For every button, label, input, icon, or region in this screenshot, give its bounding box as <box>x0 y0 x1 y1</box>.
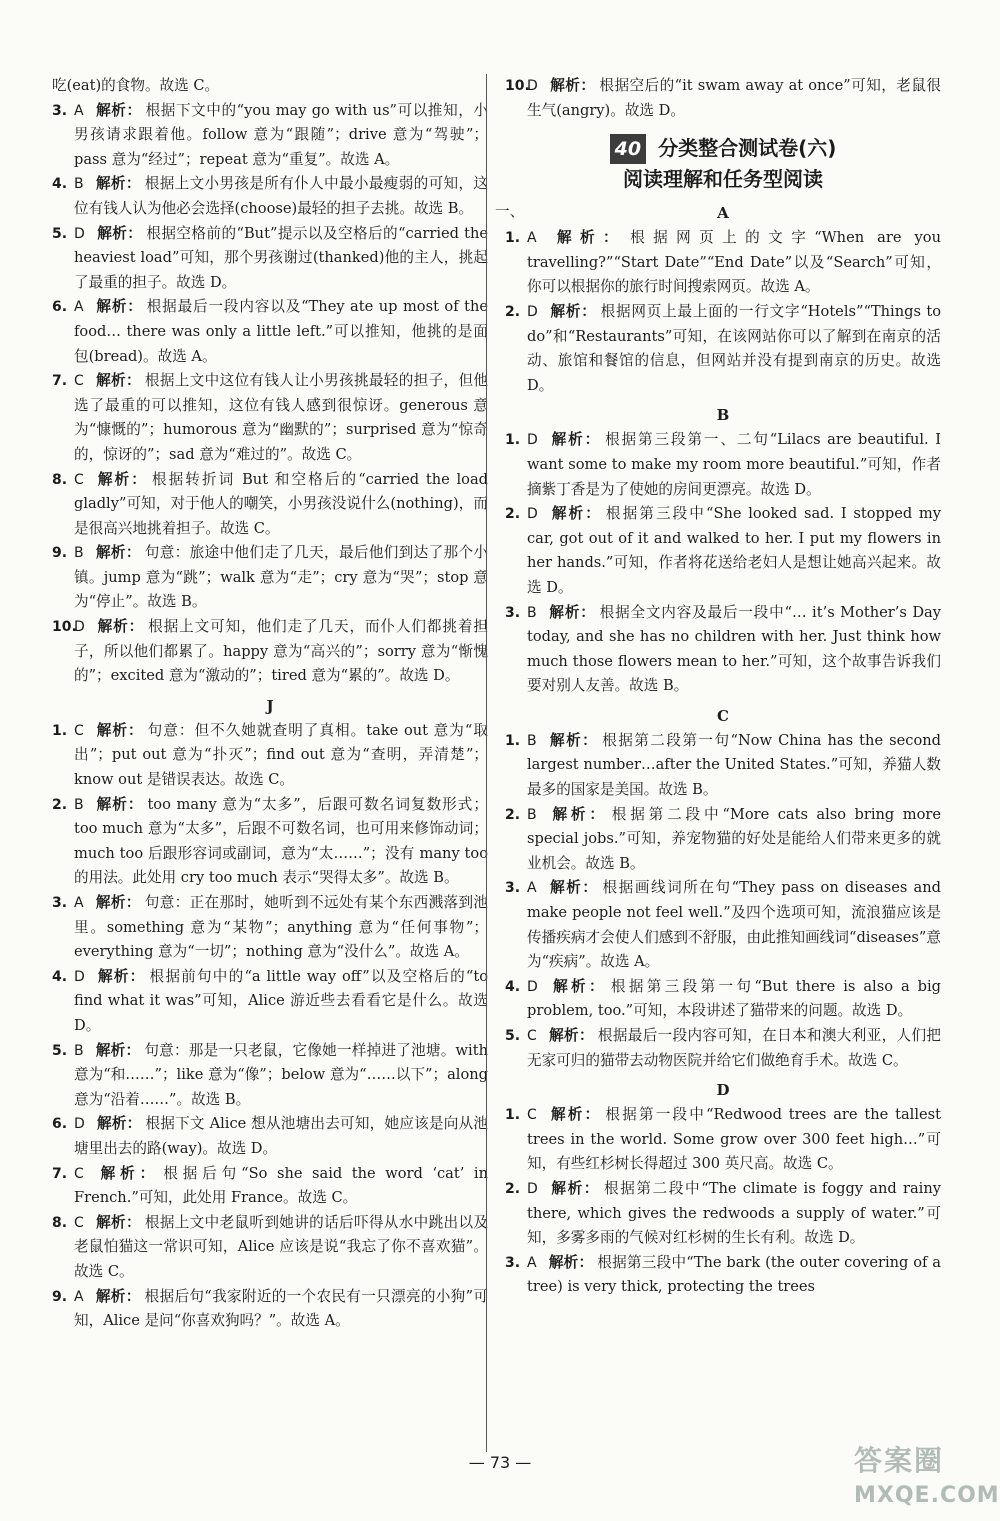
answer-letter: B <box>74 176 84 193</box>
explanation-label: 解析： <box>95 721 144 739</box>
explanation-label: 解析： <box>549 1179 601 1197</box>
watermark-logo <box>854 1439 1000 1513</box>
answer-item <box>505 876 941 974</box>
explanation-text: 根据下文 Alice 想从池塘出去可知，她应该是向从池塘里出去的路(way)。故选 D。 <box>74 1115 488 1157</box>
answer-letter: A <box>74 895 84 911</box>
question-number: 8. <box>52 471 68 488</box>
answer-letter: D <box>527 432 538 449</box>
answer-letter: B <box>74 545 84 562</box>
answer-item <box>505 74 941 123</box>
section-letter-c: C <box>717 706 729 725</box>
question-number: 9. <box>52 1288 68 1305</box>
section-letter-a: A <box>717 204 729 223</box>
explanation-text: 根据上文可知，他们走了几天，而仆人们都挑着担子，所以他们都累了。happy 意为“高兴的”；sorry 意为“惭愧的”；excited 意为“激动的”；tired 意为“累的”。故选 D。 <box>74 618 488 685</box>
answer-item <box>505 502 941 600</box>
answer-item <box>505 428 941 502</box>
explanation-label: 解析： <box>548 731 599 749</box>
question-number: 2. <box>52 796 68 813</box>
explanation-text: 根据第二段中“The climate is foggy and rainy there, which gives the redwoods a supply of water.”可知，多雾多雨的气候对红杉树的生长有利。故选 D。 <box>527 1179 941 1247</box>
explanation-label: 解析： <box>95 894 141 911</box>
question-number: 3. <box>505 880 521 897</box>
answer-letter: D <box>74 968 85 985</box>
explanation-text: 根据网页上的文字“When are you travelling?”“Start Date”“End Date”以及“Search”可知，你可以根据你的旅行时间搜索网页。故选 A。 <box>527 229 941 296</box>
explanation-label: 解析： <box>95 1041 141 1059</box>
answer-letter: D <box>74 1116 85 1133</box>
explanation-text: 根据全文内容及最后一段中“… it’s Mother’s Day today, and she has no children with her. Just think how much those flowers mean to her.”可知，这个故事告诉我们要对别人友善。故选 B。 <box>527 603 941 695</box>
explanation-text: 根据后句“So she said the word ‘cat’ in French.”可知，此处用 France。故选 C。 <box>74 1164 488 1207</box>
answers-section-d <box>505 1103 941 1300</box>
answer-item <box>505 1177 941 1251</box>
answer-item <box>52 172 488 221</box>
explanation-text: 根据第三段第一句“But there is also a big problem, too.”可知，本段讲述了猫带来的问题。故选 D。 <box>527 977 941 1020</box>
left-top-continuation: 吃(eat)的食物。故选 C。 <box>52 77 220 94</box>
explanation-text: 根据第二段第一句“Now China has the second largest number…after the United States.”可知，养猫人数最多的国家是美国。故选 B。 <box>527 731 941 799</box>
explanation-text: 根据最后一段内容可知，在日本和澳大利亚，人们把无家可归的猫带去动物医院并给它们做绝育手术。故选 C。 <box>527 1027 941 1069</box>
explanation-label: 解析： <box>95 372 141 390</box>
answer-letter: A <box>527 880 537 897</box>
explanation-text: 根据后句“我家附近的一个农民有一只漂亮的小狗”可知，Alice 是问“你喜欢狗吗？”。故选 A。 <box>74 1287 488 1330</box>
question-number: 10. <box>505 78 530 94</box>
explanation-label: 解析： <box>549 431 602 449</box>
explanation-text: 根据空格前的“But”提示以及空格后的“carried the heaviest load”可知，那个男孩谢过(thanked)他的主人，挑起了最重的担子。故选 D。 <box>74 224 488 291</box>
answer-letter: A <box>74 102 84 119</box>
right-column <box>495 74 941 1300</box>
answer-letter: C <box>74 1165 84 1182</box>
explanation-text: too many 意为“太多”，后跟可数名词复数形式；too much 意为“太多”，后跟不可数名词，也可用来修饰动词；much too 后跟形容词或副词，意为“太……”；没有 many too 的用法。此处用 cry too much 表示“哭得太多”。故选 B。 <box>74 795 488 887</box>
answer-letter: C <box>74 722 84 739</box>
answer-item <box>52 793 488 891</box>
answer-letter: D <box>527 506 538 523</box>
answer-item <box>52 295 488 369</box>
left-column <box>52 74 488 1334</box>
section-letter-j: J <box>266 696 274 715</box>
question-number: 3. <box>505 1254 521 1271</box>
explanation-label: 解析： <box>548 879 599 897</box>
explanation-text: 根据上文中这位有钱人让小男孩挑最轻的担子，但他选了最重的可以推知，这位有钱人感到很惊讶。generous 意为“慷慨的”；humorous 意为“幽默的”；surprised 意为“惊奇的，惊讶的”；sad 意为“难过的”。故选 C。 <box>74 372 488 463</box>
answer-item <box>505 1251 941 1300</box>
explanation-label: 解析： <box>96 224 143 242</box>
question-number: 1. <box>505 1107 521 1124</box>
answer-letter: A <box>74 299 84 316</box>
explanation-label: 解析： <box>95 298 143 316</box>
answer-item <box>52 99 488 173</box>
explanation-text: 句意：但不久她就查明了真相。take out 意为“取出”；put out 意为“扑灭”；find out 意为“查明，弄清楚”；know out 是错误表达。故选 C。 <box>74 721 488 789</box>
answer-letter: A <box>527 230 537 247</box>
explanation-label: 解析： <box>548 1027 594 1044</box>
answers-section-a <box>505 226 941 398</box>
explanation-label: 解析： <box>548 1253 594 1271</box>
question-number: 5. <box>52 225 68 242</box>
answer-item <box>52 1112 488 1161</box>
explanation-text: 根据第一段中“Redwood trees are the tallest trees in the world. Some grow over 300 feet high…”可知，有些红杉树长得超过 300 英尺高。故选 C。 <box>527 1106 941 1173</box>
question-number: 2. <box>505 806 521 823</box>
answer-item <box>505 1024 941 1073</box>
answers-section-c <box>505 729 941 1073</box>
unit-title-text: 分类整合测试卷(六) <box>658 136 837 161</box>
watermark-line2: MXQE.COM <box>854 1483 1000 1508</box>
question-number: 5. <box>52 1042 68 1059</box>
explanation-label: 解析： <box>95 101 142 119</box>
answer-letter: D <box>74 225 85 242</box>
answer-item <box>52 468 488 542</box>
answer-item <box>52 369 488 467</box>
unit-number-badge: 40 <box>610 134 646 164</box>
question-number: 1. <box>505 732 521 749</box>
answer-item <box>52 719 488 793</box>
explanation-label: 解析： <box>95 470 148 488</box>
left-answers-section-j <box>52 719 488 1334</box>
question-number: 6. <box>52 299 68 316</box>
left-answers-part1 <box>52 99 488 689</box>
explanation-label: 解析： <box>95 544 141 562</box>
explanation-label: 解析： <box>95 175 141 193</box>
explanation-label: 解析： <box>95 1287 141 1305</box>
answer-item <box>52 1211 488 1285</box>
question-number: 2. <box>505 303 521 320</box>
answer-item <box>52 891 488 965</box>
explanation-text: 根据前句中的“a little way off”以及空格后的“to find what it was”可知，Alice 游近些去看看它是什么。故选 D。 <box>74 967 488 1034</box>
unit-subtitle: 阅读理解和任务型阅读 <box>623 167 823 192</box>
answer-letter: C <box>74 1214 84 1231</box>
explanation-text: 根据上文小男孩是所有仆人中最小最瘦弱的可知，这位有钱人认为他必会选择(choose)最轻的担子去挑。故选 B。 <box>74 175 488 217</box>
answer-letter: D <box>527 303 538 320</box>
answer-letter: C <box>74 373 84 390</box>
answer-item <box>52 1162 488 1211</box>
right-top-answer <box>505 74 941 123</box>
explanation-label: 解析： <box>95 1164 160 1182</box>
question-number: 3. <box>52 102 68 119</box>
answer-letter: D <box>74 619 85 636</box>
answer-item <box>505 1103 941 1177</box>
answer-letter: A <box>74 1288 84 1305</box>
answer-letter: B <box>74 796 84 813</box>
question-number: 2. <box>505 506 521 523</box>
question-number: 10. <box>52 619 77 636</box>
explanation-label: 解析： <box>548 603 596 621</box>
answer-item <box>52 1039 488 1113</box>
answer-item <box>52 541 488 615</box>
answer-item <box>52 1285 488 1334</box>
explanation-text: 根据网页上最上面的一行文字“Hotels”“Things to do”和“Restaurants”可知，在该网站你可以了解到在南京的活动、旅馆和餐馆的信息，但网站并没有提到南京的历史。故选 D。 <box>527 302 941 394</box>
answer-item <box>52 222 488 296</box>
question-number: 7. <box>52 373 68 390</box>
explanation-label: 解析： <box>549 302 597 320</box>
question-number: 3. <box>52 895 68 911</box>
explanation-label: 解析： <box>95 1213 141 1231</box>
page-number: — 73 — <box>468 1453 532 1472</box>
answer-letter: A <box>527 1254 537 1271</box>
answer-item <box>505 300 941 398</box>
question-number: 4. <box>52 968 68 985</box>
answer-letter: B <box>74 1042 84 1059</box>
explanation-text: 根据第三段第一、二句“Lilacs are beautiful. I want some to make my room more beautiful.”可知，作者摘紫丁香是为了使她的房间更漂亮。故选 D。 <box>527 431 941 498</box>
answer-letter: B <box>527 732 537 749</box>
explanation-text: 句意：正在那时，她听到不远处有某个东西溅落到池里。something 意为“某物”；anything 意为“任何事物”；everything 意为“一切”；nothing 意为“没什么”。故选 A。 <box>74 894 488 961</box>
question-number: 1. <box>505 432 521 449</box>
explanation-text: 根据空后的“it swam away at once”可知，老鼠很生气(angry)。故选 D。 <box>527 77 941 119</box>
answer-letter: C <box>527 1028 537 1044</box>
answer-letter: B <box>527 604 537 621</box>
explanation-label: 解析： <box>548 229 627 247</box>
answer-item <box>505 601 941 699</box>
answers-section-b <box>505 428 941 699</box>
answer-item <box>52 965 488 1039</box>
answer-letter: D <box>527 78 538 94</box>
question-number: 1. <box>52 722 68 739</box>
explanation-text: 根据第三段中“She looked sad. I stopped my car, got out of it and walked to her. I put my flowers in her hands.”可知，作者将花送给老妇人是想让她高兴起来。故选 D。 <box>527 505 941 596</box>
answer-item <box>505 226 941 300</box>
question-number: 7. <box>52 1165 68 1182</box>
answer-letter: C <box>527 1107 537 1124</box>
explanation-text: 句意：那是一只老鼠，它像她一样掉进了池塘。with 意为“和……”；like 意为“像”；below 意为“……以下”；along 意为“沿着……”。故选 B。 <box>74 1041 488 1108</box>
part-one-label: 一、 <box>495 203 525 221</box>
column-divider <box>486 74 487 1452</box>
explanation-label: 解析： <box>549 77 596 94</box>
question-number: 1. <box>505 230 521 247</box>
question-number: 4. <box>52 176 68 193</box>
section-letter-d: D <box>716 1081 730 1100</box>
answer-item <box>505 729 941 803</box>
explanation-label: 解析： <box>549 977 607 995</box>
explanation-text: 根据转折词 But 和空格后的“carried the load gladly”可知，对于他人的嘲笑，小男孩没说什么(nothing)，而是很高兴地挑着担子。故选 C。 <box>74 470 488 537</box>
question-number: 5. <box>505 1028 521 1044</box>
answer-item <box>505 975 941 1024</box>
explanation-label: 解析： <box>96 618 145 636</box>
answer-letter: D <box>527 978 538 995</box>
answer-letter: D <box>527 1180 538 1197</box>
section-a-header <box>495 200 941 226</box>
explanation-text: 根据下文中的“you may go with us”可以推知，小男孩请求跟着他。follow 意为“跟随”；drive 意为“驾驶”；pass 意为“经过”；repeat 意为“重复”。故选 A。 <box>74 101 488 168</box>
question-number: 9. <box>52 545 68 562</box>
answer-letter: C <box>74 471 84 488</box>
question-number: 3. <box>505 604 521 621</box>
explanation-text: 根据画线词所在句“They pass on diseases and make people not feel well.”及四个选项可知，流浪猫应该是传播疾病才会使人们感到不舒服，由此推知画线词“diseases”意为“疾病”。故选 A。 <box>527 879 941 971</box>
explanation-label: 解析： <box>96 967 146 985</box>
explanation-text: 根据最后一段内容以及“They ate up most of the food… there was only a little left.”可以推知，他挑的是面包(bread)。故选 A。 <box>74 298 488 365</box>
explanation-text: 根据第三段中“The bark (the outer covering of a tree) is very thick, protecting the trees <box>527 1253 941 1296</box>
watermark-line1: 答案圈 <box>854 1444 945 1477</box>
explanation-label: 解析： <box>96 1115 142 1133</box>
answer-letter: B <box>527 806 537 823</box>
explanation-text: 根据第二段中“More cats also bring more special jobs.”可知，养宠物猫的好处是能给人们带来更多的就业机会。故选 B。 <box>527 805 941 872</box>
explanation-label: 解析： <box>549 505 602 523</box>
unit-title <box>505 133 941 164</box>
explanation-text: 根据上文中老鼠听到她讲的话后吓得从水中跳出以及老鼠怕猫这一常识可知，Alice 应该是说“我忘了你不喜欢猫”。故选 C。 <box>74 1213 488 1280</box>
question-number: 2. <box>505 1180 521 1197</box>
explanation-label: 解析： <box>548 1106 602 1124</box>
question-number: 8. <box>52 1214 68 1231</box>
section-letter-b: B <box>716 406 730 425</box>
explanation-text: 句意：旅途中他们走了几天，最后他们到达了那个小镇。jump 意为“跳”；walk 意为“走”；cry 意为“哭”；stop 意为“停止”。故选 B。 <box>74 544 488 611</box>
answer-item <box>52 615 488 689</box>
explanation-label: 解析： <box>548 805 608 823</box>
explanation-label: 解析： <box>95 795 144 813</box>
question-number: 4. <box>505 978 521 995</box>
question-number: 6. <box>52 1116 68 1133</box>
answer-item <box>505 803 941 877</box>
